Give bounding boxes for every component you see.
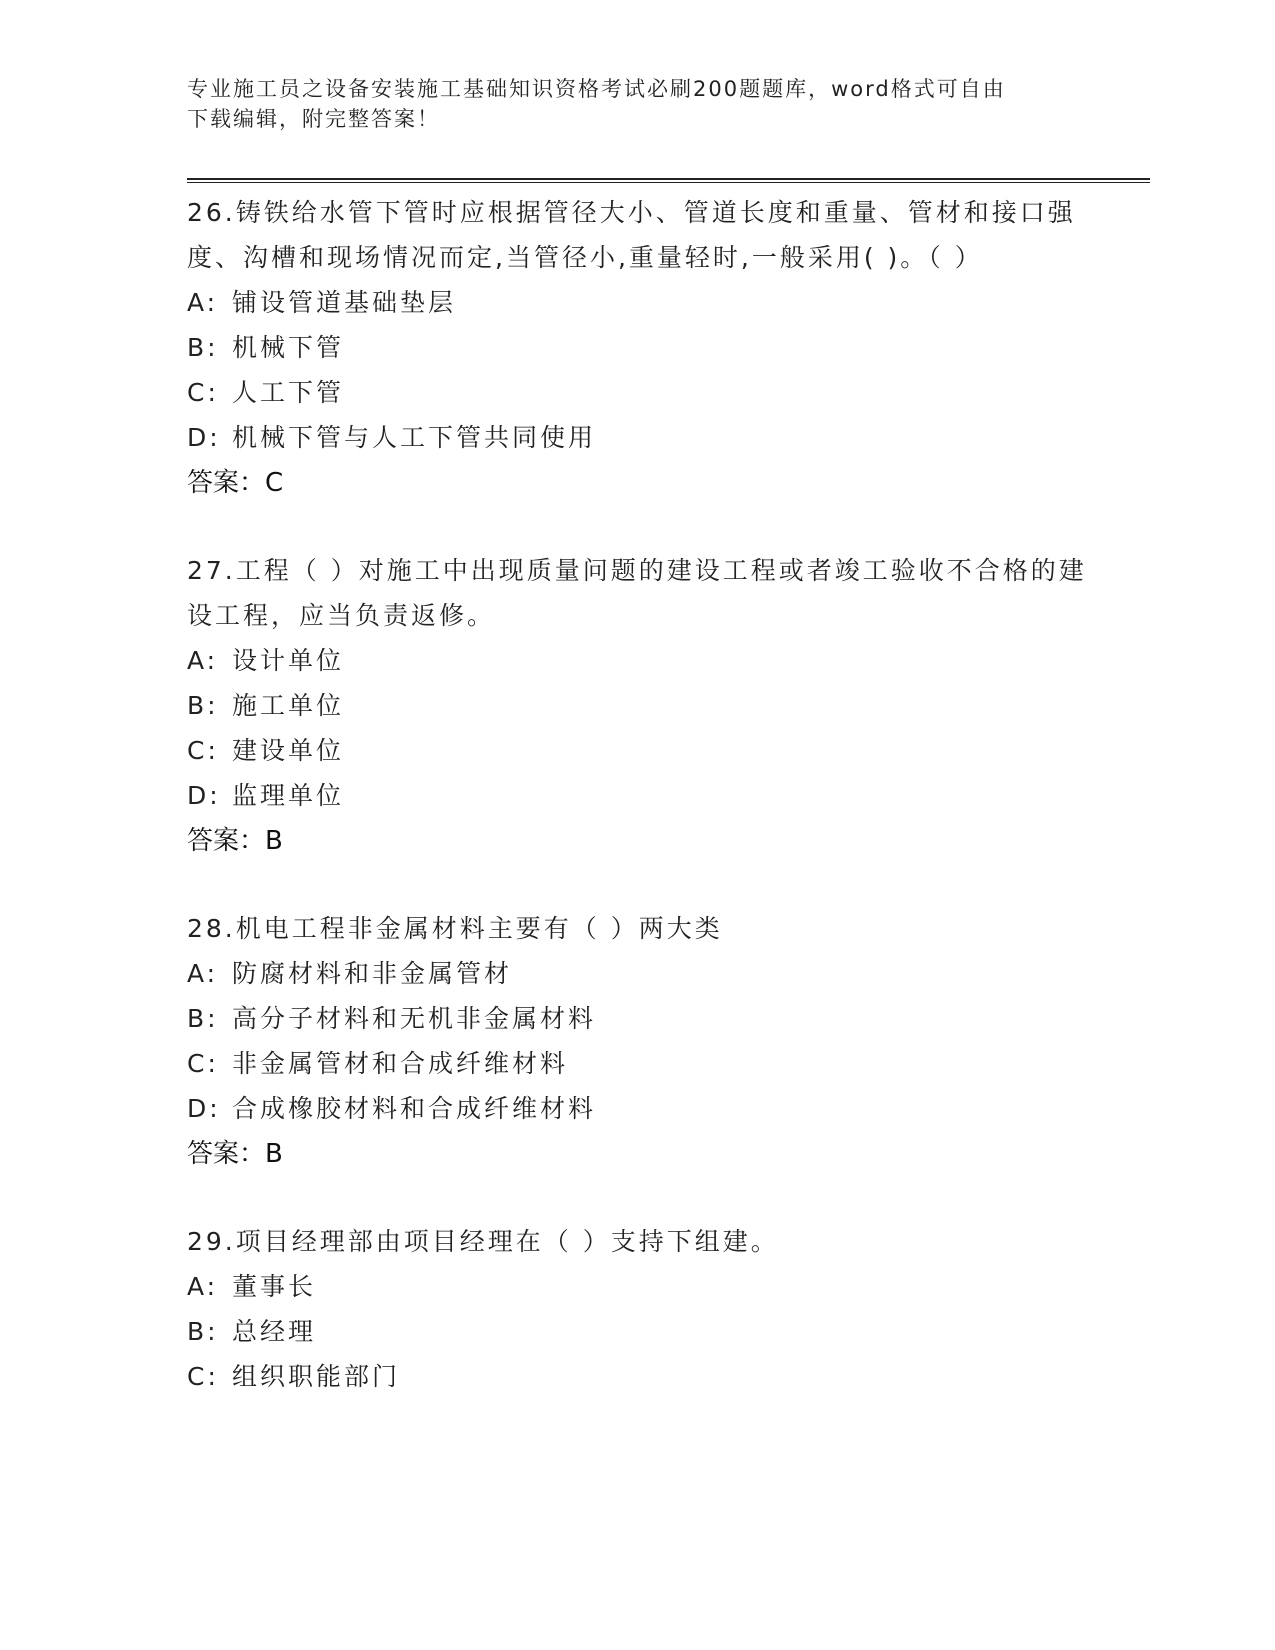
option-a [187,1264,1087,1309]
option-b [187,683,1087,728]
option-text: 铺设管道基础垫层 [232,288,457,317]
option-key: B: [187,1317,219,1346]
option-key: C: [187,736,219,765]
option-key: A: [187,288,219,317]
option-key: C: [187,1049,219,1078]
option-a [187,951,1087,996]
option-key: A: [187,646,219,675]
option-key: D: [187,1094,221,1123]
option-text: 设计单位 [232,646,345,675]
option-a [187,280,1087,325]
header-divider [187,178,1150,183]
question-28 [187,906,1087,1177]
option-text: 建设单位 [232,736,345,765]
option-key: A: [187,959,219,988]
option-key: B: [187,1004,219,1033]
option-text: 非金属管材和合成纤维材料 [232,1049,569,1078]
option-text: 施工单位 [232,691,345,720]
option-key: C: [187,378,219,407]
option-text: 合成橡胶材料和合成纤维材料 [232,1094,597,1123]
question-list [187,190,1087,1441]
option-key: B: [187,691,219,720]
option-key: A: [187,1272,219,1301]
option-b [187,1309,1087,1354]
header-line-2: 下载编辑，附完整答案！ [187,107,440,131]
option-key: C: [187,1362,219,1391]
option-c [187,1354,1087,1399]
option-c [187,1041,1087,1086]
document-header [187,74,1067,134]
option-text: 机械下管与人工下管共同使用 [232,423,597,452]
option-text: 总经理 [232,1317,317,1346]
option-text: 监理单位 [232,781,345,810]
question-text: 29.项目经理部由项目经理在（ ）支持下组建。 [187,1227,779,1256]
answer-line: 答案：C [187,468,284,498]
question-26 [187,190,1087,506]
answer-line: 答案：B [187,826,283,856]
option-text: 组织职能部门 [232,1362,401,1391]
option-d [187,415,1087,460]
question-text: 26.铸铁给水管下管时应根据管径大小、管道长度和重量、管材和接口强度、沟槽和现场情况而定,当管径小,重量轻时,一般采用( )。（ ） [187,198,1076,272]
option-text: 高分子材料和无机非金属材料 [232,1004,597,1033]
question-29 [187,1219,1087,1399]
option-b [187,325,1087,370]
option-text: 防腐材料和非金属管材 [232,959,513,988]
option-d [187,1086,1087,1131]
question-27 [187,548,1087,864]
option-c [187,728,1087,773]
option-a [187,638,1087,683]
option-text: 董事长 [232,1272,317,1301]
option-c [187,370,1087,415]
option-text: 人工下管 [232,378,345,407]
answer-line: 答案：B [187,1139,283,1169]
option-d [187,773,1087,818]
option-key: D: [187,423,221,452]
question-text: 28.机电工程非金属材料主要有（ ）两大类 [187,914,723,943]
question-text: 27.工程（ ）对施工中出现质量问题的建设工程或者竣工验收不合格的建设工程，应当负责返修。 [187,556,1087,630]
option-key: B: [187,333,219,362]
option-text: 机械下管 [232,333,345,362]
option-key: D: [187,781,221,810]
option-b [187,996,1087,1041]
header-line-1: 专业施工员之设备安装施工基础知识资格考试必刷200题题库，word格式可自由 [187,77,1006,101]
